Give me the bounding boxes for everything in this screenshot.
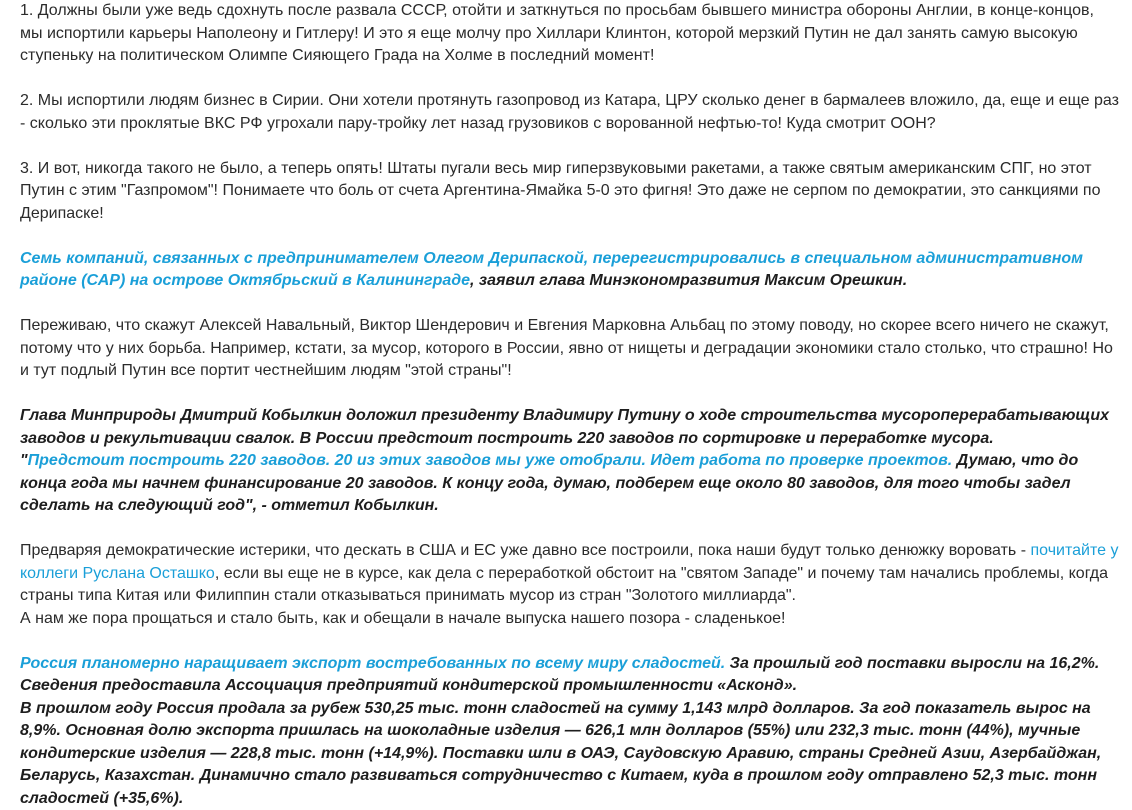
quote-kobylkin-intro: Глава Минприроды Дмитрий Кобылкин доложил президенту Владимиру Путину о ходе строительства мусороперерабатывающих заводов и рекультивации свалок. В России предстоит построить 220 заводов по сортировке и переработке мусора. [20,405,1120,450]
paragraph-opposition: Переживаю, что скажут Алексей Навальный, Виктор Шендерович и Евгения Марковна Альбац по этому поводу, но скорее всего ничего не скажут, потому что у них борьба. Например, кстати, за мусор, которого в России, явно от нищеты и деградации экономики стало столько, что страшно! Но и тут подлый Путин все портит честнейшим людям "этой страны"! [20,315,1120,383]
quote-sweets-text: За прошлый год поставки выросли на 16,2%. Сведения предоставила Ассоциация предприятий кондитерской промышленности «Асконд». [20,655,1099,695]
quote-deripaska [20,248,1120,293]
article-body [20,0,1120,810]
link-sweets-export[interactable]: Россия планомерно наращивает экспорт востребованных по всему миру сладостей. [20,655,725,672]
quote-kobylkin [20,405,1120,518]
paragraph-waste [20,540,1120,630]
paragraph-waste-before: Предваряя демократические истерики, что дескать в США и ЕС уже давно все построили, пока наши будут только денюжку воровать - [20,542,1030,559]
quote-kobylkin-text: Думаю, что до конца года мы начнем финансирование 20 заводов. К концу года, думаю, подберем еще около 80 заводов, для того чтобы задел сделать на следующий год", - отметил Кобылкин. [20,452,1078,514]
link-deripaska-companies[interactable]: Семь компаний, связанных с предпринимателем Олегом Дерипаской, перерегистрировались в специальном административном районе (САР) на острове Октябрьский в Калининграде [20,250,1083,290]
link-ostashko[interactable]: почитайте у коллеги Руслана Осташко [20,542,1118,582]
paragraph-waste-main [20,540,1120,608]
quote-sweets-export [20,653,1120,810]
paragraph-waste-after: , если вы еще не в курсе, как дела с переработкой обстоит на "святом Западе" и почему там начались проблемы, когда страны типа Китая или Филиппин стали отказываться принимать мусор из стран "Золотого миллиарда". [20,565,1108,605]
quote-sweets-intro [20,653,1120,698]
paragraph-point-1: 1. Должны были уже ведь сдохнуть после развала СССР, отойти и заткнуться по просьбам бывшего министра обороны Англии, в конце-концов, мы испортили карьеры Наполеону и Гитлеру! И это я еще молчу про Хиллари Клинтон, которой мерзкий Путин не дал занять самую высокую ступеньку на политическом Олимпе Сияющего Града на Холме в последний момент! [20,0,1120,68]
quote-deripaska-text: , заявил глава Минэкономразвития Максим Орешкин. [470,272,907,289]
paragraph-farewell: А нам же пора прощаться и стало быть, как и обещали в начале выпуска нашего позора - сладенькое! [20,608,1120,631]
quote-kobylkin-statement [20,450,1120,518]
quote-open-mark: " [20,452,28,469]
paragraph-point-3: 3. И вот, никогда такого не было, а теперь опять! Штаты пугали весь мир гиперзвуковыми ракетами, а также святым американским СПГ, но этот Путин с этим "Газпромом"! Понимаете что боль от счета Аргентина-Ямайка 5-0 это фигня! Это даже не серпом по демократии, это санкциями по Дерипаске! [20,158,1120,226]
paragraph-point-2: 2. Мы испортили людям бизнес в Сирии. Они хотели протянуть газопровод из Катара, ЦРУ сколько денег в бармалеев вложило, да, еще и еще раз - сколько эти проклятые ВКС РФ угрохали пару-тройку лет назад грузовиков с ворованной нефтью-то! Куда смотрит ООН? [20,90,1120,135]
link-220-plants[interactable]: Предстоит построить 220 заводов. 20 из этих заводов мы уже отобрали. Идет работа по проверке проектов. [28,452,953,469]
quote-sweets-details: В прошлом году Россия продала за рубеж 530,25 тыс. тонн сладостей на сумму 1,143 млрд долларов. За год показатель вырос на 8,9%. Основная долю экспорта пришлась на шоколадные изделия — 626,1 млн долларов (55%) или 232,3 тыс. тонн (44%), мучные кондитерские изделия — 228,8 тыс. тонн (+14,9%). Поставки шли в ОАЭ, Саудовскую Аравию, страны Средней Азии, Азербайджан, Беларусь, Казахстан. Динамично стало развиваться сотрудничество с Китаем, куда в прошлом году отправлено 52,3 тыс. тонн сладостей (+35,6%). [20,698,1120,810]
